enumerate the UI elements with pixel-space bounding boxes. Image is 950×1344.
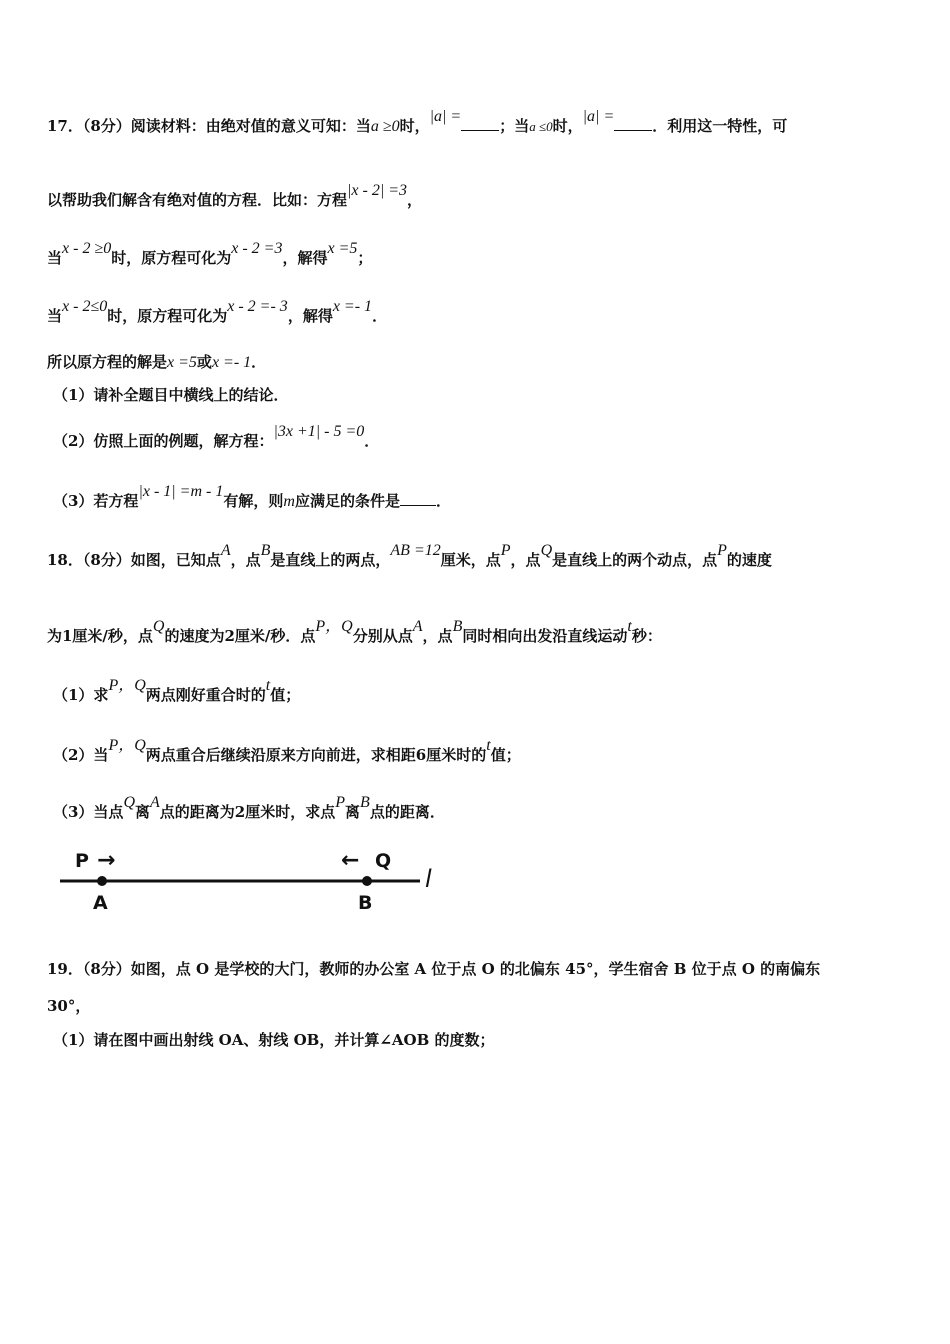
q19-line2: 30°， (47, 997, 91, 1015)
label-a: A (93, 892, 108, 914)
math-abs-a: |a| = (429, 108, 462, 125)
q18-sub2: （2）当P，Q两点重合后继续沿原来方向前进，求相距6厘米时的t值； (53, 737, 521, 764)
answer-blank-1[interactable] (461, 118, 499, 131)
q18-line1: 18．（8分）如图，已知点A，点B是直线上的两点，AB =12厘米，点P，点Q是直线上的两个动点，点P的速度 (47, 542, 772, 569)
label-p: P (75, 850, 89, 872)
q18-sub1: （1）求P，Q两点刚好重合时的t值； (53, 677, 301, 704)
label-b: B (358, 892, 373, 914)
answer-blank-2[interactable] (614, 118, 652, 131)
q18-line2: 为1厘米/秒，点Q的速度为2厘米/秒．点P，Q分别从点A，点B同时相向出发沿直线运动t秒： (47, 618, 662, 645)
q17-line1: 17．（8分）阅读材料：由绝对值的意义可知：当a ≥0时，|a| =；当a ≤0时，|a| =．利用这一特性，可 (47, 108, 788, 135)
arrow-right-icon: → (97, 848, 116, 873)
q17-line3: 当x - 2 ≥0时，原方程可化为x - 2 =3，解得x =5； (47, 240, 373, 267)
math-a-le-0: a ≤0 (529, 119, 553, 134)
q18-figure (55, 845, 455, 920)
label-q: Q (375, 850, 392, 872)
math-a-ge-0: a ≥0 (370, 118, 400, 135)
q19-line1: 19．（8分）如图，点 O 是学校的大门，教师的办公室 A 位于点 O 的北偏东 45°，学生宿舍 B 位于点 O 的南偏东 (47, 960, 821, 978)
answer-blank-3[interactable] (400, 493, 436, 506)
math-abs-a-2: |a| = (582, 108, 615, 125)
q17-sub1: （1）请补全题目中横线上的结论． (53, 386, 289, 404)
q17-line5: 所以原方程的解是x =5或x =- 1． (47, 353, 267, 371)
q17-sub2: （2）仿照上面的例题，解方程：|3x +1| - 5 =0． (53, 423, 380, 450)
point-b-dot (362, 876, 372, 886)
q17-sub3: （3）若方程|x - 1| =m - 1有解，则m应满足的条件是 ． (53, 483, 451, 510)
q18-sub3: （3）当点Q离A点的距离为2厘米时，求点P离B点的距离． (53, 794, 445, 821)
arrow-left-icon: ← (341, 848, 360, 873)
point-a-dot (97, 876, 107, 886)
q17-line4: 当x - 2≤0时，原方程可化为x - 2 =- 3，解得x =- 1． (47, 298, 388, 325)
label-l: l (425, 865, 432, 893)
math-eq-example: |x - 2| =3 (347, 182, 408, 199)
q19-sub1: （1）请在图中画出射线 OA、射线 OB，并计算∠AOB 的度数； (53, 1031, 495, 1049)
q17-line2: 以帮助我们解含有绝对值的方程．比如：方程|x - 2| =3， (47, 182, 423, 209)
